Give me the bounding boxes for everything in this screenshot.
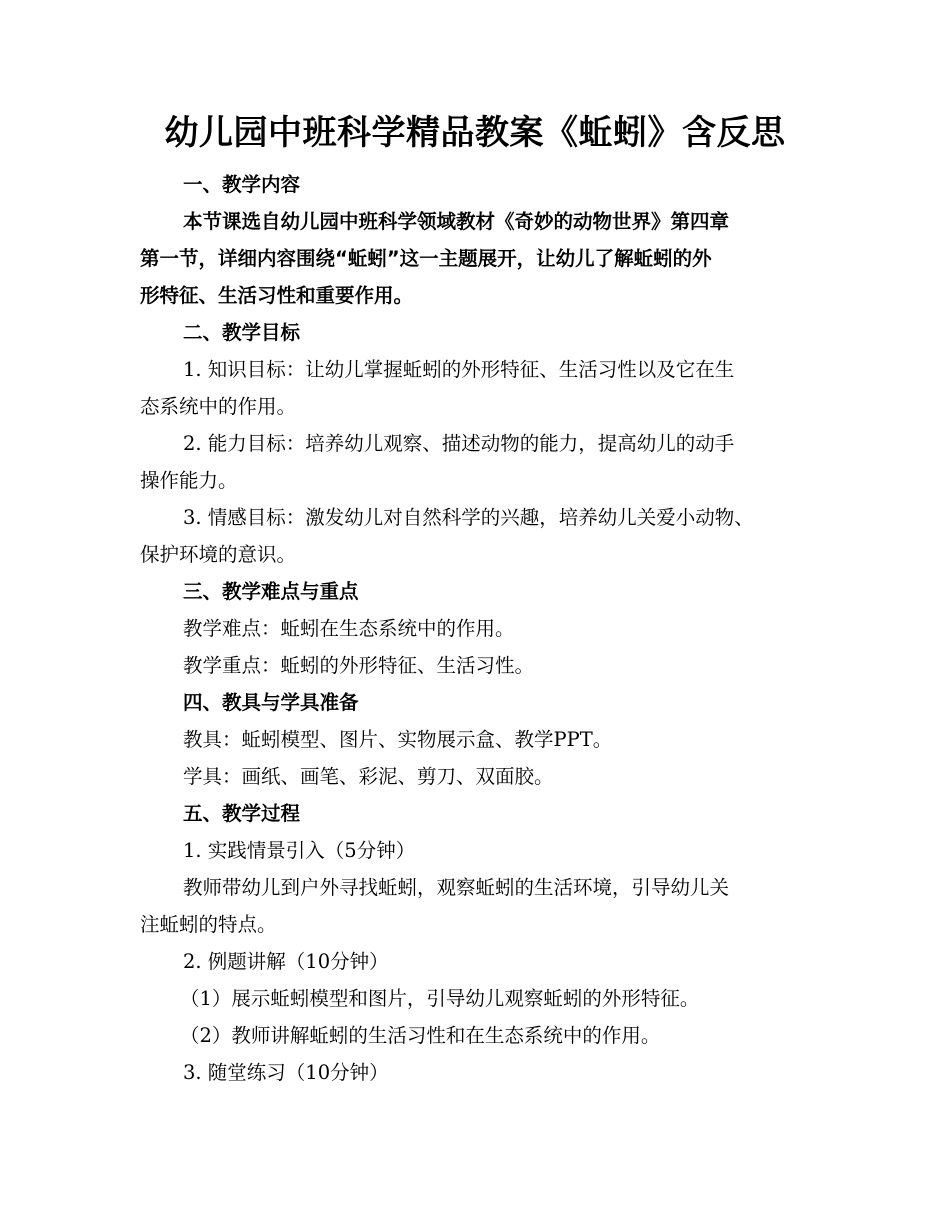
paragraph-line: 态系统中的作用。 <box>140 395 297 418</box>
section-heading-materials: 四、教具与学具准备 <box>183 691 359 714</box>
section-heading-process: 五、教学过程 <box>183 802 301 825</box>
paragraph-line: 学具：画纸、画笔、彩泥、剪刀、双面胶。 <box>183 765 554 788</box>
section-heading-objectives: 二、教学目标 <box>183 321 301 344</box>
paragraph-line: 3. 随堂练习（10分钟） <box>183 1061 389 1084</box>
paragraph-line: 第一节，详细内容围绕“蚯蚓”这一主题展开，让幼儿了解蚯蚓的外 <box>140 247 712 270</box>
paragraph-line: 教学难点：蚯蚓在生态系统中的作用。 <box>183 617 515 640</box>
paragraph-line: 3. 情感目标：激发幼儿对自然科学的兴趣，培养幼儿关爱小动物、 <box>183 506 754 529</box>
paragraph-line: 注蚯蚓的特点。 <box>140 913 277 936</box>
paragraph-line: 2. 例题讲解（10分钟） <box>183 950 389 973</box>
paragraph-line: 教师带幼儿到户外寻找蚯蚓，观察蚯蚓的生活环境，引导幼儿关 <box>183 876 730 899</box>
paragraph-line: 教具：蚯蚓模型、图片、实物展示盒、教学PPT。 <box>183 728 613 751</box>
paragraph-line: 教学重点：蚯蚓的外形特征、生活习性。 <box>183 654 535 677</box>
section-heading-content: 一、教学内容 <box>183 173 301 196</box>
paragraph-line: 1. 实践情景引入（5分钟） <box>183 839 416 862</box>
paragraph-line: 1. 知识目标：让幼儿掌握蚯蚓的外形特征、生活习性以及它在生 <box>183 358 735 381</box>
paragraph-line: 本节课选自幼儿园中班科学领域教材《奇妙的动物世界》第四章 <box>183 210 730 233</box>
section-heading-key-points: 三、教学难点与重点 <box>183 580 359 603</box>
paragraph-line: 操作能力。 <box>140 469 238 492</box>
paragraph-line: 保护环境的意识。 <box>140 543 297 566</box>
paragraph-line: （1）展示蚯蚓模型和图片，引导幼儿观察蚯蚓的外形特征。 <box>180 987 700 1010</box>
paragraph-line: （2）教师讲解蚯蚓的生活习性和在生态系统中的作用。 <box>180 1024 661 1047</box>
paragraph-line: 形特征、生活习性和重要作用。 <box>140 284 414 307</box>
paragraph-line: 2. 能力目标：培养幼儿观察、描述动物的能力，提高幼儿的动手 <box>183 432 735 455</box>
document-title: 幼儿园中班科学精品教案《蚯蚓》含反思 <box>164 113 786 153</box>
